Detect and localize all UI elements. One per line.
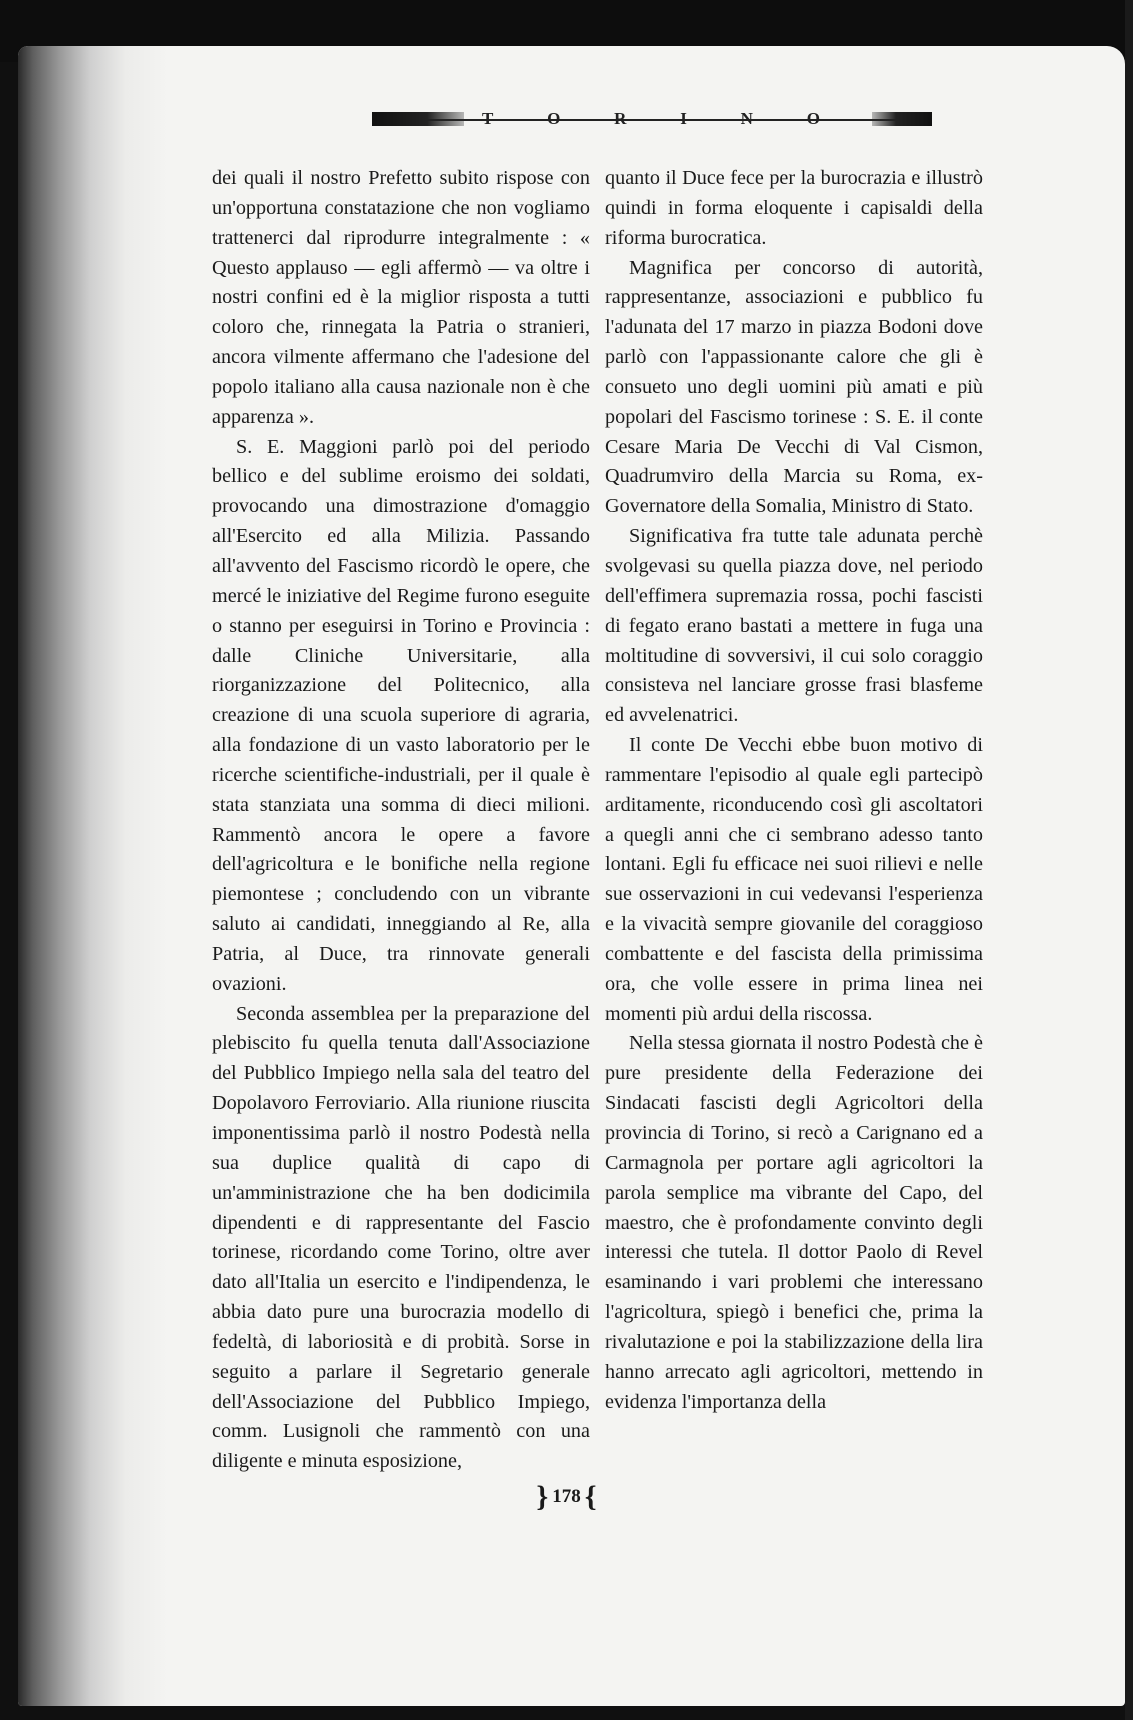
page-spine-shadow: [18, 46, 168, 1706]
left-text-column: [212, 164, 590, 1477]
scan-border-right: [1125, 0, 1133, 1720]
header-letter: O: [547, 109, 563, 128]
header-letter: R: [614, 109, 629, 128]
header-ornament-left: [372, 112, 464, 126]
header-letter: N: [740, 109, 755, 128]
folio-ornament-left: }: [536, 1480, 549, 1513]
paragraph: S. E. Maggioni parlò poi del periodo bellico e del sublime eroismo dei soldati, provocando una dimostrazione d'omaggio all'Esercito ed alla Milizia. Passando all'avvento del Fascismo ricordò le opere, che mercé le iniziative del Regime furono eseguite o stanno per eseguirsi in Torino e Provincia : dalle Cliniche Universitarie, alla riorganizzazione del Politecnico, alla creazione di una scuola superiore di agraria, alla fondazione di un vasto laboratorio per le ricerche scientifiche-industriali, per il quale è stata stanziata una somma di dieci milioni. Rammentò ancora le opere a favore dell'agricoltura e le bonifiche nella regione piemontese ; concludendo con un vibrante saluto ai candidati, inneggiando al Re, alla Patria, al Duce, tra rinnovate generali ovazioni.: [212, 435, 590, 995]
paragraph: Seconda assemblea per la preparazione del plebiscito fu quella tenuta dall'Associazione del Pubblico Impiego nella sala del teatro del Dopolavoro Ferroviario. Alla riunione riuscita imponentissima parlò il nostro Podestà nella sua duplice qualità di capo di un'amministrazione che ha ben dodicimila dipendenti e di rappresentante del Fascio torinese, ricordando come Torino, oltre aver dato all'Italia un esercito e l'indipendenza, le abbia dato pure una burocrazia modello di fedeltà, di laboriosità e di probità. Sorse in seguito a parlare il Segretario generale dell'Associazione del Pubblico Impiego, comm. Lusignoli che rammentò con una diligente e minuta esposizione,: [212, 1002, 590, 1473]
paragraph: Il conte De Vecchi ebbe buon motivo di rammentare l'episodio al quale egli partecipò arditamente, riconducendo così gli ascoltatori a quegli anni che ci sembrano adesso tanto lontani. Egli fu efficace nei suoi rilievi e nelle sue osservazioni in cui vedevansi l'esperienza e la vivacità sempre giovanile del coraggioso combattente e del fascista della primissima ora, che volle essere in prima linea nei momenti più ardui della riscossa.: [605, 734, 983, 1025]
paragraph: dei quali il nostro Prefetto subito rispose con un'opportuna constatazione che non vogliamo trattenerci dal riprodurre integralmente : « Questo applauso — egli affermò — va oltre i nostri confini ed è la miglior risposta a tutti coloro che, rinnegata la Patria o stranieri, ancora vilmente affermano che l'adesione del popolo italiano alla causa nazionale non è che apparenza ».: [212, 167, 590, 428]
paragraph: Magnifica per concorso di autorità, rappresentanze, associazioni e pubblico fu l'adunata del 17 marzo in piazza Bodoni dove parlò con l'appassionante calore che gli è consueto uno degli uomini più amati e più popolari del Fascismo torinese : S. E. il conte Cesare Maria De Vecchi di Val Cismon, Quadrumviro della Marcia su Roma, ex-Governatore della Somalia, Ministro di Stato.: [605, 256, 983, 518]
page-number-value: 178: [552, 1486, 581, 1507]
folio-ornament-right: {: [584, 1480, 597, 1513]
running-header: [372, 109, 932, 128]
header-title: [482, 109, 822, 129]
header-letter: O: [806, 109, 822, 128]
paragraph: Nella stessa giornata il nostro Podestà che è pure presidente della Federazione dei Sindacati fascisti degli Agricoltori della provincia di Torino, si recò a Carignano ed a Carmagnola per portare agli agricoltori la parola semplice ma vibrante del Capo, del maestro, che è profondamente convinto degli interessi che tutela. Il dottor Paolo di Revel esaminando i vari problemi che interessano l'agricoltura, spiegò i benefici che, prima la rivalutazione e poi la stabilizzazione della lira hanno arrecato agli agricoltori, mettendo in evidenza l'importanza della: [605, 1032, 983, 1413]
page-number: [0, 1480, 1133, 1514]
paragraph: quanto il Duce fece per la burocrazia e illustrò quindi in forma eloquente i capisaldi della riforma burocratica.: [605, 167, 983, 249]
right-text-column: [605, 164, 983, 1417]
paragraph: Significativa fra tutte tale adunata perchè svolgevasi su quella piazza dove, nel periodo dell'effimera supremazia rossa, pochi fascisti di fegato erano bastati a mettere in fuga una moltitudine di sovversivi, il cui solo coraggio consisteva nel lanciare grosse frasi blasfeme ed avvelenatrici.: [605, 525, 983, 727]
header-letter: I: [680, 109, 689, 128]
header-ornament-right: [872, 112, 932, 126]
header-letter: T: [482, 109, 496, 128]
